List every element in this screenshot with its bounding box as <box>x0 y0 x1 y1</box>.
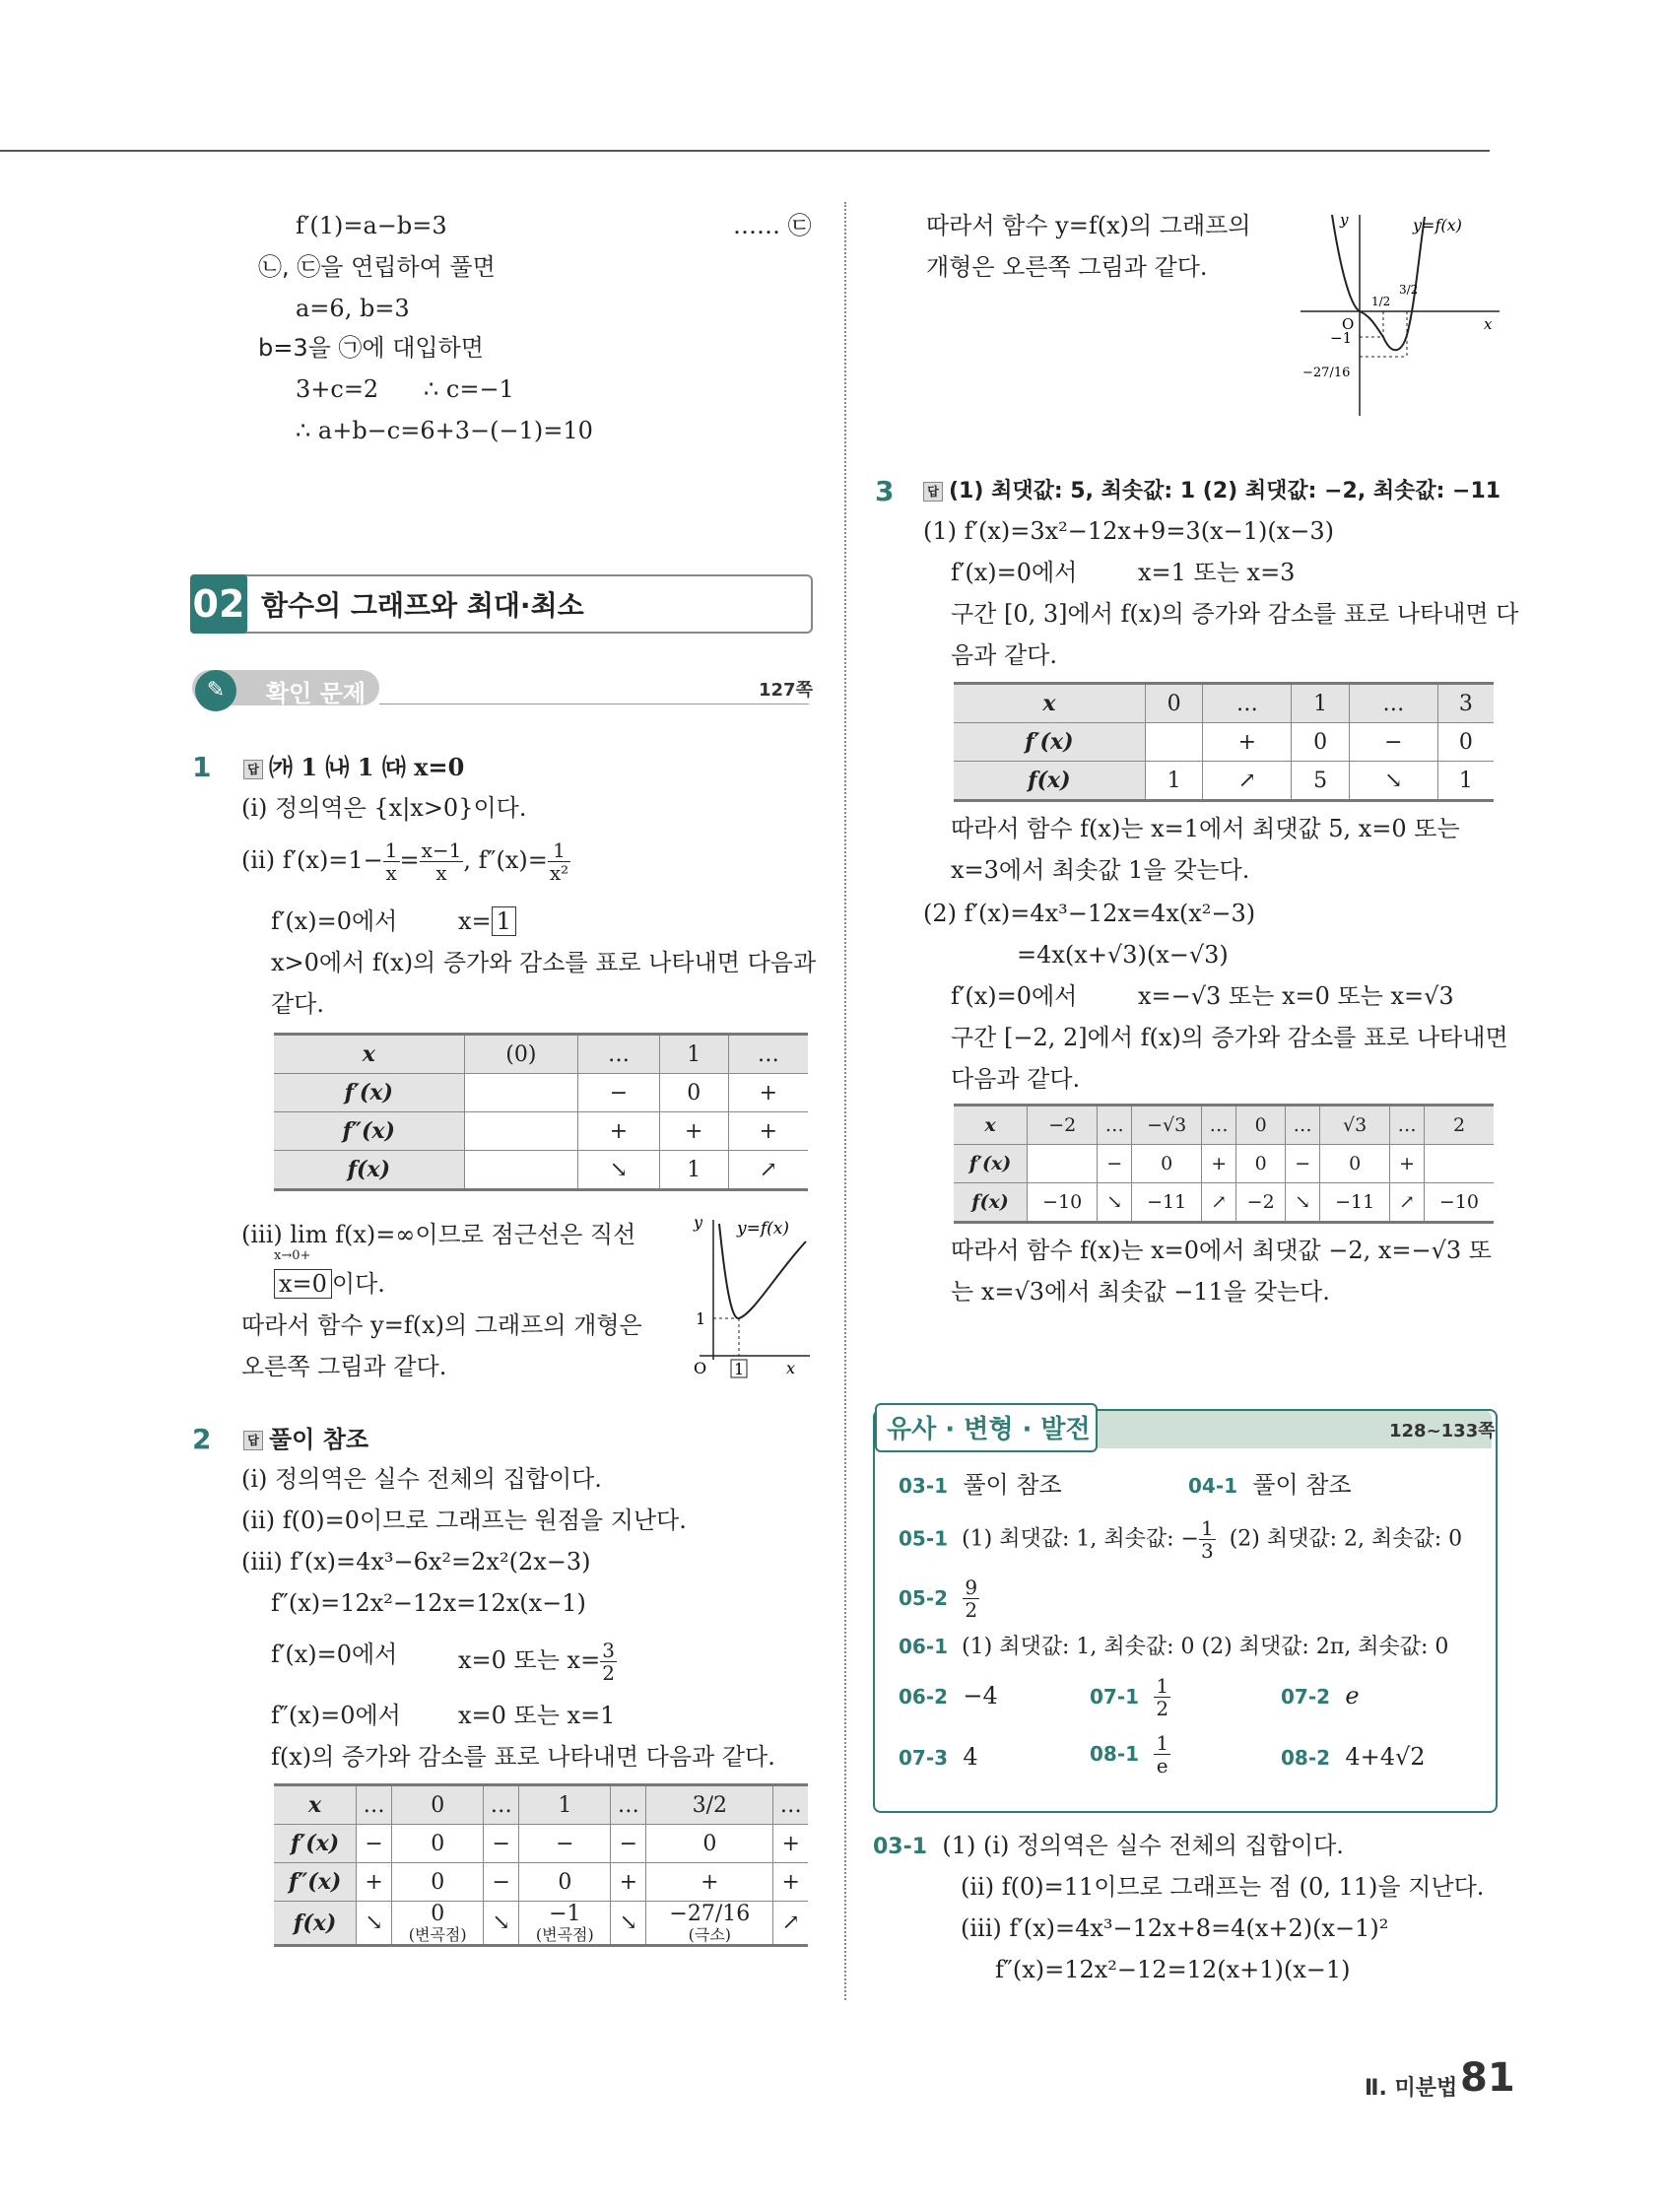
answer-text: ㈎ 1 ㈏ 1 ㈐ x=0 <box>269 753 465 781</box>
table-row-header: f(x) <box>274 1902 357 1946</box>
table-cell: … <box>1390 1106 1425 1145</box>
table-row-header: f′(x) <box>954 723 1145 762</box>
fraction: $\frac{1}{x}$ <box>384 838 398 885</box>
text-line: 따라서 함수 y=f(x)의 그래프의 개형은 <box>241 1311 642 1339</box>
table-cell: 1 <box>519 1785 611 1825</box>
eq-part: x=0 또는 x= <box>458 1646 601 1674</box>
item-answer: 4 <box>963 1743 978 1771</box>
table-cell: −√3 <box>1132 1106 1202 1145</box>
fraction: $\frac{1}{2}$ <box>1156 1674 1169 1720</box>
table-cell: ↘ <box>578 1151 660 1190</box>
cell-note: (극소) <box>688 1925 732 1944</box>
fraction: $\frac{1}{e}$ <box>1156 1731 1169 1777</box>
column-divider <box>844 202 846 2000</box>
table-row-header: f″(x) <box>274 1112 464 1151</box>
text-line: (i) 정의역은 {x|x>0}이다. <box>241 794 527 822</box>
text-line: (iii) lim f(x)=∞이므로 점근선은 직선 <box>241 1221 636 1248</box>
answer-text: (1) 최댓값: 5, 최솟값: 1 (2) 최댓값: −2, 최솟값: −11 <box>949 479 1501 503</box>
text-line: f′(x)=0에서 <box>951 982 1078 1010</box>
text-line: 따라서 함수 y=f(x)의 그래프의 <box>926 212 1251 239</box>
table-cell: ↗ <box>759 1157 778 1182</box>
fraction: $\frac{1}{\text{x²}}$ <box>549 838 569 885</box>
cell-note: (변곡점) <box>535 1925 594 1944</box>
table-cell: −11 <box>1320 1183 1390 1223</box>
table-cell: 0 <box>1320 1145 1390 1183</box>
text-line: x=1 또는 x=3 <box>1138 559 1296 586</box>
curve-label: y=f(x) <box>737 1219 789 1239</box>
table-cell: − <box>484 1863 519 1902</box>
tick-label: −27/16 <box>1302 366 1351 380</box>
top-rule <box>0 150 1490 152</box>
variation-table-3 <box>954 682 1494 802</box>
text-line: 는 x=√3에서 최솟값 −11을 갖는다. <box>951 1278 1330 1306</box>
answer-item <box>1188 1470 1352 1501</box>
answer-item <box>899 1681 998 1711</box>
answer-item <box>899 1576 979 1621</box>
table-cell: … <box>1202 1106 1236 1145</box>
problem-number: 3 <box>875 475 895 507</box>
text-line: f(x)의 증가와 감소를 표로 나타내면 다음과 같다. <box>271 1743 775 1771</box>
curve-label: y=f(x) <box>1413 216 1462 235</box>
table-row-header: x <box>954 1106 1028 1145</box>
graph-1 <box>680 1212 818 1379</box>
answer-line <box>243 1425 368 1454</box>
table-cell: 0 <box>1132 1145 1202 1183</box>
item-id: 05-1 <box>899 1526 949 1551</box>
table-row <box>274 1112 808 1151</box>
pencil-icon: ✎ <box>195 670 236 711</box>
item-answer: (1) 최댓값: 1, 최솟값: − <box>962 1526 1199 1552</box>
table-cell: … <box>1098 1106 1132 1145</box>
text-line: x=0 또는 x=1 <box>458 1702 616 1729</box>
table-cell: + <box>1202 1145 1236 1183</box>
text-line: (1) f′(x)=3x²−12x+9=3(x−1)(x−3) <box>923 517 1334 545</box>
table-row <box>954 684 1494 723</box>
footer-chapter: Ⅱ. 미분법 <box>1365 2076 1458 2101</box>
item-id: 07-3 <box>899 1746 949 1770</box>
answer-item <box>899 1517 1462 1562</box>
variation-table-1 <box>274 1033 808 1191</box>
table-cell: 3 <box>1437 684 1494 723</box>
table-cell: ↘ <box>484 1902 519 1946</box>
table-cell: 0 <box>519 1863 611 1902</box>
fraction: $\frac{1}{3}$ <box>1200 1516 1214 1563</box>
origin-label: O <box>1342 315 1355 333</box>
fraction: $\frac{x-1}{x}$ <box>421 838 462 885</box>
text-line: x=−√3 또는 x=0 또는 x=√3 <box>1138 982 1454 1010</box>
text-line: 따라서 함수 f(x)는 x=1에서 최댓값 5, x=0 또는 <box>951 815 1460 842</box>
text-line: ∴ c=−1 <box>424 375 514 403</box>
item-answer: e <box>1345 1682 1360 1709</box>
item-answer: (1) 최댓값: 1, 최솟값: 0 (2) 최댓값: 2π, 최솟값: 0 <box>962 1635 1449 1659</box>
fraction: $\frac{9}{2}$ <box>965 1575 978 1622</box>
text-line: f′(x)=0에서 <box>271 907 398 935</box>
table-cell: − <box>1349 723 1437 762</box>
text-line: 오른쪽 그림과 같다. <box>241 1353 447 1380</box>
table-row <box>274 1785 808 1825</box>
eq-part: x= <box>458 907 492 935</box>
answer-item <box>1281 1681 1360 1711</box>
check-label: 확인 문제 <box>266 680 367 707</box>
text-line: (iii) f′(x)=4x³−12x+8=4(x+2)(x−1)² <box>961 1914 1389 1942</box>
table-cell: + <box>357 1863 392 1902</box>
table-cell: ↘ <box>1349 762 1437 801</box>
text-line: (ii) f(0)=11이므로 그래프는 점 (0, 11)을 지난다. <box>961 1873 1485 1901</box>
text-line: 같다. <box>271 990 324 1018</box>
eq-part: = <box>399 846 420 874</box>
text-line: 음과 같다. <box>951 641 1057 669</box>
equation-line <box>458 1640 617 1684</box>
table-row <box>954 1106 1494 1145</box>
table-cell: − <box>611 1825 646 1863</box>
table-row-header: x <box>274 1785 357 1825</box>
table-cell: 1 <box>1292 684 1350 723</box>
table-row-header: f′(x) <box>954 1145 1028 1183</box>
item-answer: (2) 최댓값: 2, 최솟값: 0 <box>1229 1526 1463 1552</box>
table-row-header: f″(x) <box>274 1863 357 1902</box>
table-cell: 5 <box>1292 762 1350 801</box>
text-line: =4x(x+√3)(x−√3) <box>1017 941 1229 969</box>
table-cell: 0 <box>1236 1106 1286 1145</box>
item-id: 08-1 <box>1090 1742 1140 1766</box>
table-cell: 0 <box>392 1785 484 1825</box>
table-cell: −1 (변곡점) <box>519 1902 611 1946</box>
table-row <box>274 1035 808 1074</box>
table-cell: − <box>519 1825 611 1863</box>
table-cell: … <box>773 1785 808 1825</box>
similar-page-ref: 128~133쪽 <box>1389 1421 1496 1441</box>
fraction: $\frac{3}{2}$ <box>602 1639 615 1685</box>
problem-number: 2 <box>192 1423 212 1455</box>
answer-item <box>899 1470 1062 1501</box>
text-line: 3+c=2 <box>296 375 379 403</box>
table-row-header: x <box>274 1035 464 1074</box>
table-cell: ↘ <box>1286 1183 1320 1223</box>
text-line: 따라서 함수 f(x)는 x=0에서 최댓값 −2, x=−√3 또 <box>951 1237 1492 1264</box>
check-page-ref: 127쪽 <box>759 680 813 701</box>
answer-item <box>1281 1742 1426 1773</box>
table-cell: + <box>646 1863 773 1902</box>
item-id: 06-1 <box>899 1635 949 1658</box>
table-cell: … <box>728 1035 808 1074</box>
table-cell: −10 <box>1028 1183 1098 1223</box>
table-cell: ↘ <box>1098 1183 1132 1223</box>
axis-label: x <box>1484 315 1493 333</box>
text-line: f′(x)=0에서 <box>271 1641 398 1668</box>
table-cell: −11 <box>1132 1183 1202 1223</box>
table-cell: 1 <box>1145 762 1203 801</box>
text-line: 다음과 같다. <box>951 1065 1081 1093</box>
table-cell: (0) <box>464 1035 578 1074</box>
text-line <box>458 906 516 936</box>
text-line: x=3에서 최솟값 1을 갖는다. <box>951 856 1250 884</box>
axis-label: y <box>1340 211 1349 229</box>
answer-mark: 답 <box>243 1431 263 1450</box>
table-cell: 0 <box>659 1074 728 1112</box>
text-line: 구간 [0, 3]에서 f(x)의 증가와 감소를 표로 나타내면 다 <box>951 600 1519 628</box>
table-row-header: f(x) <box>274 1151 464 1190</box>
table-cell: −27/16 (극소) <box>646 1902 773 1946</box>
page-number: 81 <box>1460 2055 1515 2101</box>
text-line: f″(x)=12x²−12=12(x+1)(x−1) <box>995 1956 1351 1983</box>
table-row <box>274 1151 808 1190</box>
text-line: b=3을 ㉠에 대입하면 <box>258 334 484 362</box>
table-row-header: f′(x) <box>274 1074 464 1112</box>
table-cell: 0 <box>646 1825 773 1863</box>
answer-mark: 답 <box>923 482 943 502</box>
text-line: f″(x)=0에서 <box>271 1702 401 1729</box>
table-cell: 0 <box>392 1825 484 1863</box>
table-cell <box>464 1112 578 1151</box>
text-line: 구간 [−2, 2]에서 f(x)의 증가와 감소를 표로 나타내면 <box>951 1024 1508 1051</box>
answer-item <box>899 1632 1448 1662</box>
table-cell: ↘ <box>611 1902 646 1946</box>
table-cell: + <box>781 1869 800 1895</box>
table-cell: 1 <box>1458 768 1473 793</box>
variation-table-4 <box>954 1104 1494 1224</box>
text-line: (1) (i) 정의역은 실수 전체의 집합이다. <box>942 1832 1344 1859</box>
table-row-header: x <box>954 684 1145 723</box>
answer-item <box>1090 1675 1170 1719</box>
eq-part: 이다. <box>331 1270 385 1298</box>
text-line: f′(x)=0에서 <box>951 559 1078 586</box>
item-id: 07-2 <box>1281 1685 1331 1709</box>
answer-line <box>923 477 1501 506</box>
item-answer: 풀이 참조 <box>963 1471 1062 1499</box>
item-id: 04-1 <box>1188 1474 1238 1498</box>
table-cell: − <box>357 1825 392 1863</box>
table-cell: … <box>1349 684 1437 723</box>
table-cell: + <box>759 1080 778 1106</box>
table-cell: ↘ <box>357 1902 392 1946</box>
text-line: (2) f′(x)=4x³−12x=4x(x²−3) <box>923 900 1256 927</box>
variation-table-2 <box>274 1783 808 1947</box>
boxed-value: x=0 <box>274 1269 332 1299</box>
table-row <box>954 723 1494 762</box>
table-row <box>954 762 1494 801</box>
table-row <box>274 1863 808 1902</box>
section-title: 함수의 그래프와 최대·최소 <box>261 589 584 622</box>
origin-label: O <box>694 1359 707 1377</box>
table-cell: … <box>578 1035 660 1074</box>
table-cell: −2 <box>1028 1106 1098 1145</box>
table-row <box>274 1902 808 1946</box>
text-line: 개형은 오른쪽 그림과 같다. <box>926 253 1208 281</box>
table-row <box>274 1825 808 1863</box>
tick-label: 1 <box>696 1309 706 1328</box>
text-line: (i) 정의역은 실수 전체의 집합이다. <box>241 1465 602 1493</box>
table-cell: 1 <box>659 1035 728 1074</box>
table-cell: 0 <box>392 1863 484 1902</box>
table-cell: 0 <box>1292 723 1350 762</box>
item-id: 03-1 <box>873 1835 928 1859</box>
table-cell: − <box>1286 1145 1320 1183</box>
equation-tag: …… ㉢ <box>733 212 812 239</box>
tick-label: −1 <box>1330 329 1353 347</box>
table-cell: −2 <box>1236 1183 1286 1223</box>
tick-label: 1 <box>734 1360 745 1378</box>
text-line: f″(x)=12x²−12x=12x(x−1) <box>271 1589 586 1617</box>
axis-label: x <box>786 1359 796 1377</box>
table-row <box>954 1145 1494 1183</box>
table-cell: … <box>1203 684 1292 723</box>
equation-line <box>241 839 570 884</box>
table-row <box>954 1183 1494 1223</box>
table-cell: … <box>357 1785 392 1825</box>
table-row <box>274 1074 808 1112</box>
table-cell: 1 <box>659 1151 728 1190</box>
table-cell <box>464 1074 578 1112</box>
answer-mark: 답 <box>243 760 263 779</box>
table-cell: ↗ <box>1203 762 1292 801</box>
table-cell <box>1424 1145 1494 1183</box>
table-cell: 0 (변곡점) <box>392 1902 484 1946</box>
table-cell <box>464 1151 578 1190</box>
answer-item <box>1090 1732 1170 1776</box>
table-cell: 0 <box>1458 729 1473 755</box>
text-line <box>274 1269 385 1299</box>
table-cell: … <box>1286 1106 1320 1145</box>
text-line: f′(1)=a−b=3 <box>296 212 447 239</box>
table-cell: ↗ <box>1390 1183 1425 1223</box>
table-cell: + <box>1390 1145 1425 1183</box>
limit-subscript: x→0+ <box>274 1248 311 1263</box>
table-cell: − <box>484 1825 519 1863</box>
item-id: 05-2 <box>899 1586 949 1610</box>
table-cell: ↗ <box>1202 1183 1236 1223</box>
graph-2 <box>1281 207 1507 419</box>
text-line: ㉡, ㉢을 연립하여 풀면 <box>258 253 496 281</box>
table-cell: + <box>759 1118 778 1144</box>
section-number: 02 <box>190 574 247 634</box>
solution-line <box>873 1831 1344 1862</box>
boxed-value: 1 <box>492 906 516 936</box>
table-cell: −10 <box>1438 1191 1480 1213</box>
table-cell <box>1028 1145 1098 1183</box>
table-cell: ↗ <box>781 1910 800 1935</box>
item-id: 06-2 <box>899 1685 949 1709</box>
table-cell <box>1145 723 1203 762</box>
tick-label: 3/2 <box>1399 283 1419 297</box>
item-id: 07-1 <box>1090 1685 1140 1709</box>
answer-text: 풀이 참조 <box>269 1426 369 1453</box>
table-row-header: f(x) <box>954 762 1145 801</box>
eq-part: (ii) f′(x)=1− <box>241 846 383 874</box>
cell-note: (변곡점) <box>408 1925 467 1944</box>
table-cell: − <box>578 1074 660 1112</box>
table-row-header: f′(x) <box>274 1825 357 1863</box>
item-answer: 풀이 참조 <box>1252 1471 1352 1499</box>
table-cell: √3 <box>1320 1106 1390 1145</box>
table-cell: + <box>781 1831 800 1856</box>
table-cell: + <box>578 1112 660 1151</box>
answer-line <box>243 753 464 782</box>
answer-item <box>899 1742 978 1773</box>
table-cell: … <box>484 1785 519 1825</box>
table-cell: + <box>1203 723 1292 762</box>
similar-title: 유사 · 변형 · 발전 <box>887 1415 1091 1444</box>
table-cell: 0 <box>1236 1145 1286 1183</box>
item-answer: 4+4√2 <box>1345 1743 1426 1771</box>
text-line: (iii) f′(x)=4x³−6x²=2x²(2x−3) <box>241 1548 591 1575</box>
text-line: ∴ a+b−c=6+3−(−1)=10 <box>296 417 593 444</box>
table-cell: 0 <box>1145 684 1203 723</box>
table-cell: + <box>659 1112 728 1151</box>
text-line: x>0에서 f(x)의 증가와 감소를 표로 나타내면 다음과 <box>271 949 817 976</box>
table-cell: − <box>1098 1145 1132 1183</box>
item-answer: −4 <box>963 1682 998 1709</box>
problem-number: 1 <box>192 751 212 783</box>
text-line: (ii) f(0)=0이므로 그래프는 원점을 지난다. <box>241 1507 687 1534</box>
item-id: 08-2 <box>1281 1746 1331 1770</box>
table-row-header: f(x) <box>954 1183 1028 1223</box>
eq-part: , f″(x)= <box>463 846 548 874</box>
item-id: 03-1 <box>899 1474 949 1498</box>
table-cell: 2 <box>1424 1106 1494 1145</box>
text-line: a=6, b=3 <box>296 295 410 322</box>
table-cell: … <box>611 1785 646 1825</box>
table-cell: 3/2 <box>646 1785 773 1825</box>
axis-label: y <box>694 1213 703 1232</box>
tick-label: 1/2 <box>1371 295 1391 308</box>
table-cell: + <box>611 1863 646 1902</box>
